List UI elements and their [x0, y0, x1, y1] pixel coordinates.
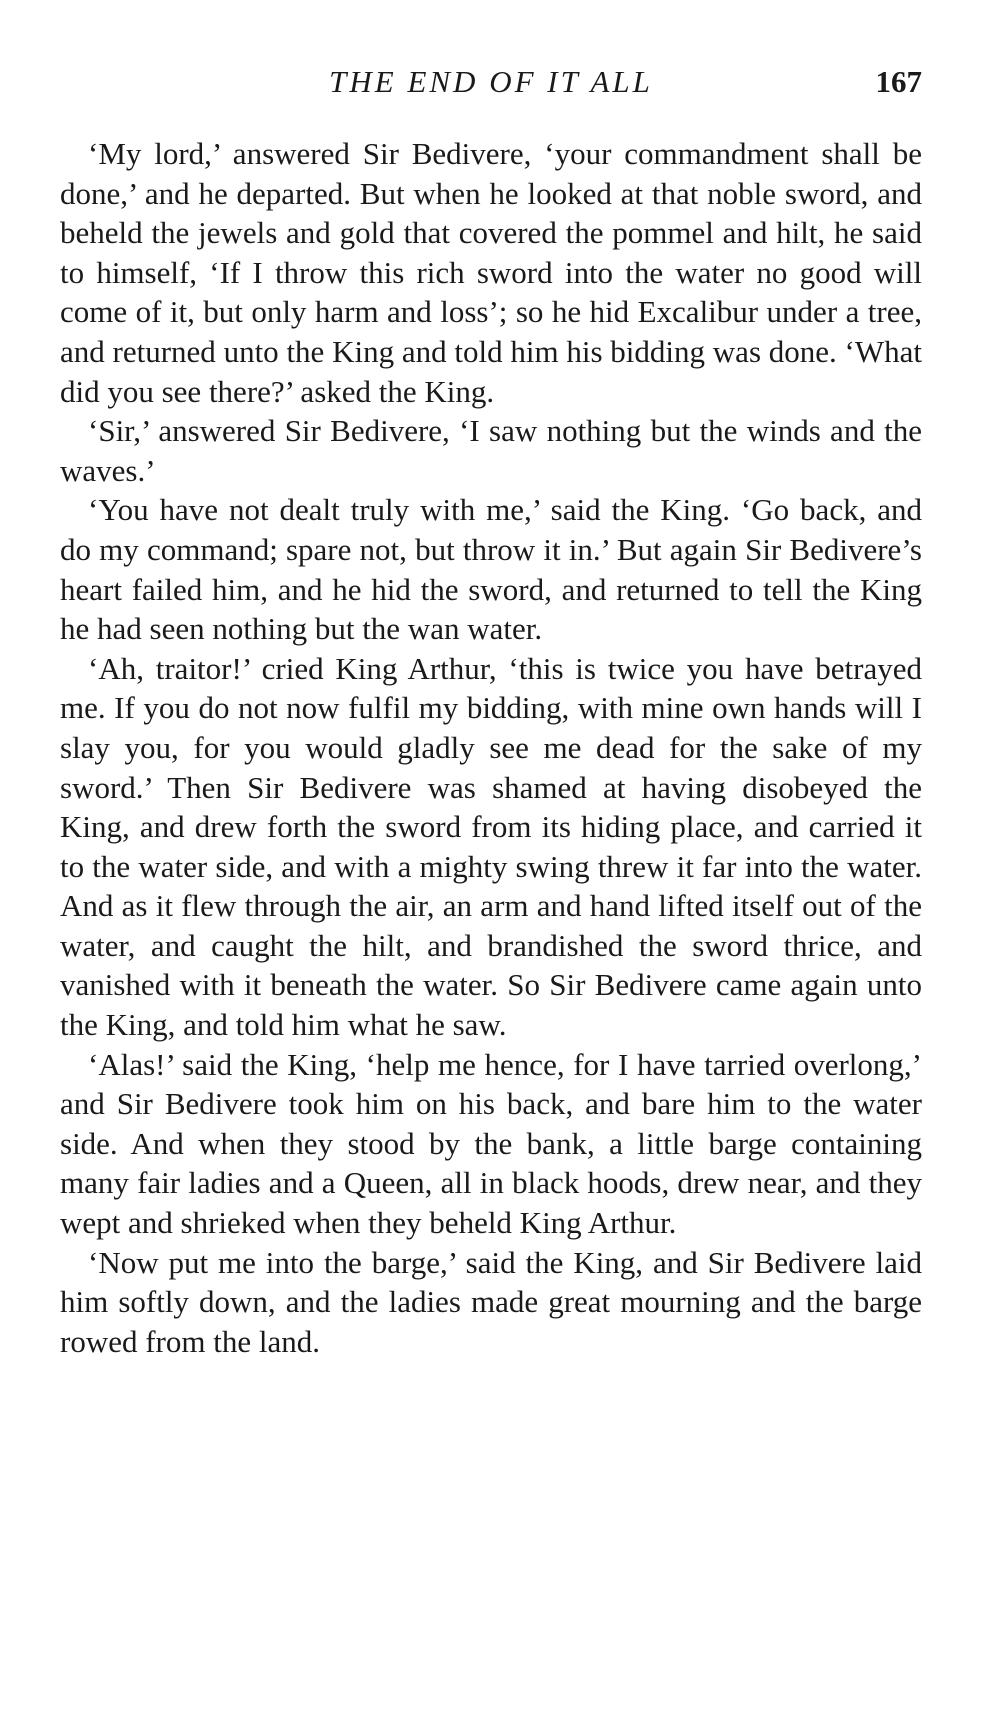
paragraph: ‘Ah, traitor!’ cried King Arthur, ‘this is twice you have betrayed me. If you do not now fulfil my bidding, with mine own hands will I slay you, for you would gladly see me dead for the sake of my sword.’ Then Sir Bedivere was shamed at having disobeyed the King, and drew forth the sword from its hiding place, and carried it to the water side, and with a mighty swing threw it far into the water. And as it flew through the air, an arm and hand lifted itself out of the water, and caught the hilt, and brandished the sword thrice, and vanished with it beneath the water. So Sir Bedivere came again unto the King, and told him what he saw. [60, 650, 922, 1043]
running-title: THE END OF IT ALL [329, 64, 653, 99]
paragraph: ‘Alas!’ said the King, ‘help me hence, for I have tarried overlong,’ and Sir Bedivere took him on his back, and bare him to the water side. And when they stood by the bank, a little barge containing many fair ladies and a Queen, all in black hoods, drew near, and they wept and shrieked when they beheld King Arthur. [60, 1046, 922, 1241]
running-header [60, 56, 922, 116]
body-text [60, 134, 922, 1361]
paragraph: ‘You have not dealt truly with me,’ said the King. ‘Go back, and do my command; spare not, but throw it in.’ But again Sir Bedivere’s heart failed him, and he hid the sword, and returned to tell the King he had seen nothing but the wan water. [60, 492, 922, 647]
paragraph: ‘Now put me into the barge,’ said the King, and Sir Bedivere laid him softly down, and the ladies made great mourning and the barge rowed from the land. [60, 1244, 922, 1359]
book-page [60, 56, 922, 1676]
paragraph: ‘Sir,’ answered Sir Bedivere, ‘I saw nothing but the winds and the waves.’ [60, 413, 922, 488]
paragraph: ‘My lord,’ answered Sir Bedivere, ‘your commandment shall be done,’ and he departed. But when he looked at that noble sword, and beheld the jewels and gold that covered the pommel and hilt, he said to himself, ‘If I throw this rich sword into the water no good will come of it, but only harm and loss’; so he hid Excalibur under a tree, and returned unto the King and told him his bidding was done. ‘What did you see there?’ asked the King. [60, 136, 922, 409]
page-number: 167 [875, 64, 922, 99]
